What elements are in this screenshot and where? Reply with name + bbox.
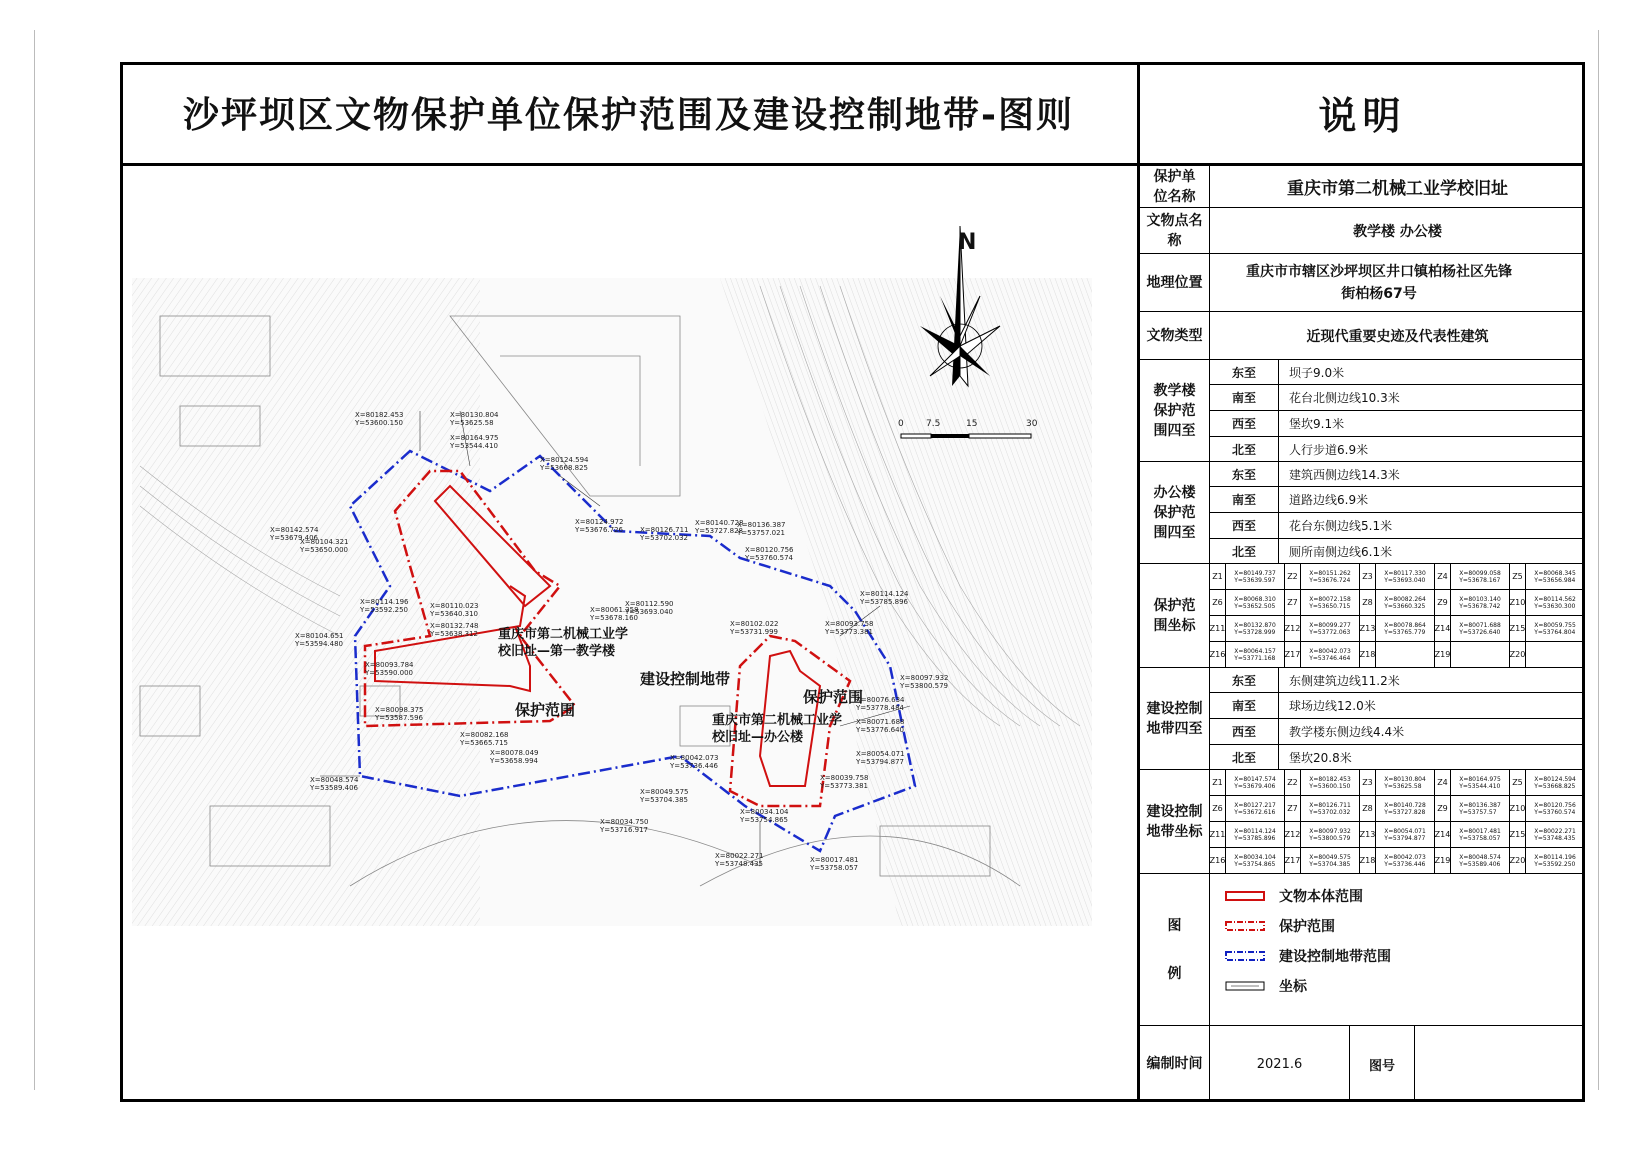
row-location: [1140, 254, 1585, 312]
coord-point-id: Z15: [1510, 616, 1526, 642]
text: 球场边线12.0米: [1289, 699, 1376, 713]
coord-point-id: Z5: [1510, 564, 1526, 590]
dir: 西至: [1210, 719, 1279, 744]
coord-callout: X=80034.750 Y=53716.917: [600, 818, 649, 834]
coord-callout: X=80120.756 Y=53760.574: [745, 546, 794, 562]
dir: 东至: [1210, 462, 1279, 486]
legend-text: 保护范围: [1279, 919, 1335, 935]
coord-point-value: [1451, 642, 1510, 668]
text: 花台北侧边线10.3米: [1289, 391, 1400, 405]
office-west: [1210, 513, 1585, 539]
coord-callout: X=80093.784 Y=53590.000: [365, 661, 414, 677]
coord-callout: X=80017.481 Y=53758.057: [810, 856, 859, 872]
coord-point-value: X=80126.711 Y=53702.032: [1301, 796, 1360, 822]
legend-swatch-control-icon: [1225, 950, 1265, 962]
dir: 南至: [1210, 385, 1279, 410]
coord-point-id: Z7: [1285, 590, 1301, 616]
coord-point-value: X=80114.124 Y=53785.896: [1226, 822, 1285, 848]
coord-point-value: X=80082.264 Y=53660.325: [1376, 590, 1435, 616]
control-north: [1210, 745, 1585, 770]
coord-point-value: X=80042.073 Y=53746.464: [1301, 642, 1360, 668]
coord-point-value: X=80147.574 Y=53679.406: [1226, 770, 1285, 796]
scale-label-7-5: 7.5: [926, 419, 941, 429]
coord-callout: X=80102.022 Y=53731.999: [730, 620, 779, 636]
text: 建筑西侧边线14.3米: [1289, 467, 1400, 482]
row-type: [1140, 312, 1585, 360]
coord-point-value: X=80124.594 Y=53668.825: [1526, 770, 1585, 796]
control-south: [1210, 693, 1585, 719]
coord-point-id: Z16: [1210, 848, 1226, 874]
coord-callout: X=80071.688 Y=53776.640: [856, 718, 905, 734]
legend-text: 文物本体范围: [1279, 889, 1363, 905]
coord-callout: X=80126.711 Y=53702.032: [640, 526, 689, 542]
coord-point-id: Z17: [1285, 642, 1301, 668]
coord-point-value: X=80097.932 Y=53800.579: [1301, 822, 1360, 848]
coord-point-value: X=80022.271 Y=53748.435: [1526, 822, 1585, 848]
text: 人行步道6.9米: [1289, 442, 1369, 457]
coord-callout: X=80082.168 Y=53665.715: [460, 731, 509, 747]
dir: 东至: [1210, 360, 1279, 384]
value-date: 2021.6: [1210, 1026, 1350, 1102]
text: 堡坎9.1米: [1289, 417, 1345, 431]
coord-callout: X=80061.358 Y=53678.160: [590, 606, 639, 622]
coord-point-id: Z9: [1435, 590, 1451, 616]
coord-point-id: Z6: [1210, 590, 1226, 616]
label-type: 文物类型: [1140, 312, 1210, 359]
label-control-coords: 建设控制 地带坐标: [1140, 770, 1210, 873]
dir: 南至: [1210, 487, 1279, 512]
text: 坝子9.0米: [1289, 365, 1345, 380]
scale-bar: [901, 434, 1031, 438]
coord-point-id: Z11: [1210, 822, 1226, 848]
coord-point-value: X=80130.804 Y=53625.58: [1376, 770, 1435, 796]
coord-point-id: Z1: [1210, 770, 1226, 796]
text: 道路边线6.9米: [1289, 493, 1369, 507]
coord-point-value: [1376, 642, 1435, 668]
control-west: [1210, 719, 1585, 745]
value-site-name: 教学楼 办公楼: [1353, 223, 1442, 240]
scale-label-0: 0: [898, 419, 904, 429]
coord-callout: X=80136.387 Y=53757.021: [737, 521, 786, 537]
coord-point-id: Z7: [1285, 796, 1301, 822]
label-site-name: 文物点名称: [1140, 208, 1210, 253]
coord-point-id: Z15: [1510, 822, 1526, 848]
coord-point-id: Z13: [1360, 822, 1376, 848]
text: 东侧建筑边线11.2米: [1289, 673, 1400, 688]
coord-callout: X=80132.748 Y=53638.312: [430, 622, 479, 638]
coord-point-id: Z14: [1435, 616, 1451, 642]
coord-point-value: X=80054.071 Y=53794.877: [1376, 822, 1435, 848]
coord-point-id: Z14: [1435, 822, 1451, 848]
map-drawing: [120, 166, 1137, 1102]
text: 堡坎20.8米: [1289, 750, 1352, 765]
coord-point-value: X=80182.453 Y=53600.150: [1301, 770, 1360, 796]
coord-point-id: Z4: [1435, 770, 1451, 796]
coord-point-id: Z17: [1285, 848, 1301, 874]
coord-callout: X=80124.594 Y=53668.825: [540, 456, 589, 472]
coord-point-value: X=80017.481 Y=53758.057: [1451, 822, 1510, 848]
coord-callout: X=80098.375 Y=53587.596: [375, 706, 424, 722]
label-teaching-boundary: 教学楼 保护范 围四至: [1140, 360, 1210, 461]
legend-text: 建设控制地带范围: [1279, 949, 1391, 965]
scale-label-15: 15: [966, 419, 978, 429]
row-site-name: [1140, 208, 1585, 254]
label-protect-coords: 保护范 围坐标: [1140, 564, 1210, 667]
coord-point-id: Z20: [1510, 848, 1526, 874]
coord-callout: X=80164.975 Y=53544.410: [450, 434, 499, 450]
coord-point-value: X=80099.277 Y=53772.063: [1301, 616, 1360, 642]
coord-callout: X=80104.651 Y=53594.480: [295, 632, 344, 648]
label-office-building: 重庆市第二机械工业学 校旧址—办公楼: [712, 713, 843, 745]
dir: 东至: [1210, 668, 1279, 692]
legend-artifact-body: [1225, 886, 1363, 906]
map-area[interactable]: [120, 166, 1140, 1102]
coord-point-id: Z16: [1210, 642, 1226, 668]
legend-swatch-coord-icon: [1225, 980, 1265, 992]
protect-coord-grid: [1210, 564, 1585, 668]
dir: 北至: [1210, 745, 1279, 769]
coord-point-value: X=80068.310 Y=53652.505: [1226, 590, 1285, 616]
coord-callout: X=80114.196 Y=53592.250: [360, 598, 409, 614]
coord-point-value: X=80103.140 Y=53678.742: [1451, 590, 1510, 616]
control-coord-grid: [1210, 770, 1585, 874]
scale-label-30: 30: [1026, 419, 1038, 429]
value-location: 重庆市市辖区沙坪坝区井口镇柏杨社区先锋 街柏杨67号: [1246, 263, 1512, 302]
label-location: 地理位置: [1140, 254, 1210, 311]
dir: 北至: [1210, 437, 1279, 461]
legend-protect-range: [1225, 916, 1335, 936]
control-east: [1210, 668, 1585, 693]
dir: 西至: [1210, 513, 1279, 538]
coord-point-value: X=80099.058 Y=53678.167: [1451, 564, 1510, 590]
coord-point-id: Z12: [1285, 822, 1301, 848]
coord-point-value: X=80114.196 Y=53592.250: [1526, 848, 1585, 874]
teaching-east: [1210, 360, 1585, 385]
coord-point-id: Z12: [1285, 616, 1301, 642]
coord-point-value: X=80078.864 Y=53765.779: [1376, 616, 1435, 642]
explanation-heading: 说明: [1140, 62, 1585, 166]
coord-point-id: Z6: [1210, 796, 1226, 822]
label-protect-left: 保护范围: [515, 701, 576, 719]
coord-callout: X=80112.590 Y=53693.040: [625, 600, 674, 616]
page-edge-right: [1598, 30, 1599, 1090]
dir: 西至: [1210, 411, 1279, 436]
page-edge-left: [34, 30, 35, 1090]
coord-callout: X=80042.073 Y=53736.446: [670, 754, 719, 770]
label-figure-no: 图号: [1350, 1026, 1415, 1102]
coord-point-value: X=80151.262 Y=53676.724: [1301, 564, 1360, 590]
coord-point-value: X=80034.104 Y=53754.865: [1226, 848, 1285, 874]
coord-point-id: Z11: [1210, 616, 1226, 642]
coord-point-id: Z4: [1435, 564, 1451, 590]
coord-callout: X=80130.804 Y=53625.58: [450, 411, 499, 427]
coord-callout: X=80124.972 Y=53676.726: [575, 518, 624, 534]
coord-point-value: X=80049.575 Y=53704.385: [1301, 848, 1360, 874]
coord-point-value: X=80127.217 Y=53672.616: [1226, 796, 1285, 822]
office-east: [1210, 462, 1585, 487]
coord-point-id: Z20: [1510, 642, 1526, 668]
value-type: 近现代重要史迹及代表性建筑: [1306, 328, 1489, 345]
coord-point-value: X=80071.688 Y=53726.640: [1451, 616, 1510, 642]
coord-point-value: X=80117.330 Y=53693.040: [1376, 564, 1435, 590]
coord-callout: X=80039.758 Y=53773.381: [820, 774, 869, 790]
coord-point-id: Z3: [1360, 564, 1376, 590]
value-unit-name: 重庆市第二机械工业学校旧址: [1287, 179, 1508, 199]
coord-callout: X=80114.124 Y=53785.896: [860, 590, 909, 606]
dir: 南至: [1210, 693, 1279, 718]
label-date: 编制时间: [1140, 1026, 1210, 1102]
coord-callout: X=80142.574 Y=53679.406: [270, 526, 319, 542]
coord-point-value: X=80072.158 Y=53650.715: [1301, 590, 1360, 616]
coord-point-id: Z9: [1435, 796, 1451, 822]
coord-point-value: [1526, 642, 1585, 668]
coord-callout: X=80048.574 Y=53589.406: [310, 776, 359, 792]
office-south: [1210, 487, 1585, 513]
coord-point-value: X=80042.073 Y=53736.446: [1376, 848, 1435, 874]
coord-point-id: Z19: [1435, 848, 1451, 874]
legend-swatch-protect-icon: [1225, 920, 1265, 932]
coord-point-value: X=80149.737 Y=53639.597: [1226, 564, 1285, 590]
coord-callout: X=80076.634 Y=53778.484: [856, 696, 905, 712]
row-footer: [1140, 1026, 1585, 1102]
text: 花台东侧边线5.1米: [1289, 519, 1393, 533]
coord-callout: X=80182.453 Y=53600.150: [355, 411, 404, 427]
label-protect-right: 保护范围: [803, 688, 864, 706]
coord-point-id: Z10: [1510, 590, 1526, 616]
coord-point-value: X=80164.975 Y=53544.410: [1451, 770, 1510, 796]
coord-point-value: X=80068.345 Y=53656.984: [1526, 564, 1585, 590]
coord-point-id: Z18: [1360, 642, 1376, 668]
coord-point-value: X=80048.574 Y=53589.406: [1451, 848, 1510, 874]
coord-point-id: Z10: [1510, 796, 1526, 822]
coord-point-value: X=80064.157 Y=53771.168: [1226, 642, 1285, 668]
coord-callout: X=80110.023 Y=53640.310: [430, 602, 479, 618]
coord-callout: X=80093.758 Y=53773.381: [825, 620, 874, 636]
dir: 北至: [1210, 539, 1279, 563]
coord-point-id: Z8: [1360, 590, 1376, 616]
legend-text: 坐标: [1279, 979, 1307, 995]
coord-point-value: X=80120.756 Y=53760.574: [1526, 796, 1585, 822]
coord-point-id: Z13: [1360, 616, 1376, 642]
teaching-west: [1210, 411, 1585, 437]
coord-point-id: Z2: [1285, 564, 1301, 590]
label-legend: 图 例: [1140, 874, 1210, 1025]
label-teaching-building: 重庆市第二机械工业学 校旧址—第一教学楼: [498, 627, 629, 659]
coord-callout: X=80078.049 Y=53658.994: [490, 749, 539, 765]
info-panel: [1140, 166, 1585, 1102]
label-unit-name: 保护单 位名称: [1140, 166, 1210, 207]
coord-point-id: Z1: [1210, 564, 1226, 590]
coord-point-id: Z2: [1285, 770, 1301, 796]
coord-callout: X=80140.728 Y=53727.828: [695, 519, 744, 535]
legend-swatch-body-icon: [1225, 890, 1265, 902]
coord-point-id: Z5: [1510, 770, 1526, 796]
north-letter: N: [958, 230, 977, 255]
map-title: 沙坪坝区文物保护单位保护范围及建设控制地带-图则: [120, 62, 1140, 166]
coord-callout: X=80054.071 Y=53794.877: [856, 750, 905, 766]
teaching-south: [1210, 385, 1585, 411]
coord-callout: X=80049.575 Y=53704.385: [640, 788, 689, 804]
coord-point-value: X=80059.755 Y=53764.804: [1526, 616, 1585, 642]
coord-point-id: Z8: [1360, 796, 1376, 822]
coord-callout: X=80104.321 Y=53650.000: [300, 538, 349, 554]
coord-point-value: X=80114.562 Y=53630.300: [1526, 590, 1585, 616]
coord-callout: X=80022.271 Y=53748.435: [715, 852, 764, 868]
label-office-boundary: 办公楼 保护范 围四至: [1140, 462, 1210, 563]
teaching-north: [1210, 437, 1585, 462]
coord-point-id: Z3: [1360, 770, 1376, 796]
coord-point-value: X=80132.870 Y=53728.999: [1226, 616, 1285, 642]
coord-callout: X=80034.104 Y=53754.865: [740, 808, 789, 824]
legend-control-zone: [1225, 946, 1391, 966]
text: 厕所南侧边线6.1米: [1289, 544, 1393, 559]
label-control-boundary: 建设控制 地带四至: [1140, 668, 1210, 769]
office-north: [1210, 539, 1585, 564]
text: 教学楼东侧边线4.4米: [1289, 725, 1405, 739]
terrain-west: [132, 278, 480, 926]
coord-point-id: Z18: [1360, 848, 1376, 874]
coord-point-value: X=80140.728 Y=53727.828: [1376, 796, 1435, 822]
coord-point-value: X=80136.387 Y=53757.57: [1451, 796, 1510, 822]
legend-coordinate: [1225, 976, 1307, 996]
coord-callout: X=80097.932 Y=53800.579: [900, 674, 949, 690]
coord-point-id: Z19: [1435, 642, 1451, 668]
label-control-zone: 建设控制地带: [640, 670, 731, 688]
row-unit-name: [1140, 166, 1585, 208]
